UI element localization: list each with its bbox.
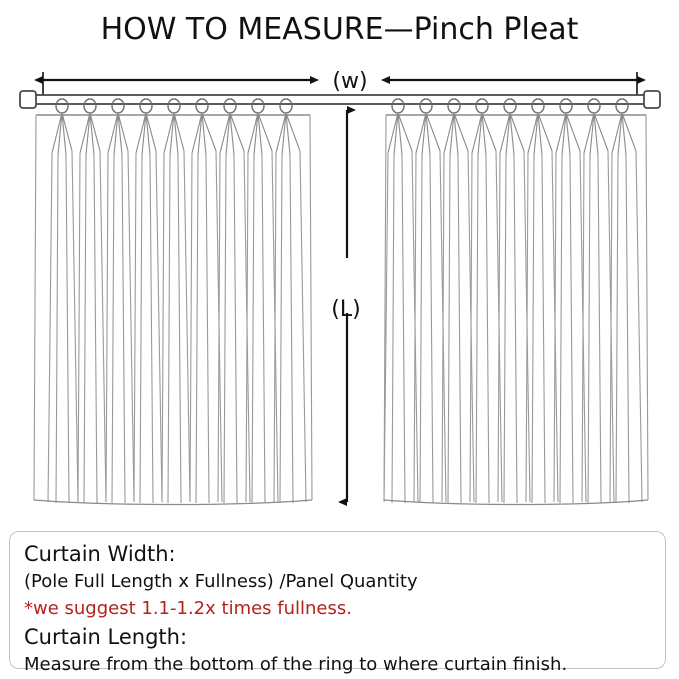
left-panel-pleats [52, 113, 300, 155]
curtain-width-heading: Curtain Width: [24, 542, 176, 566]
measurement-info-box [9, 531, 666, 675]
curtain-width-formula: (Pole Full Length x Fullness) /Panel Quantity [24, 571, 418, 592]
curtain-length-heading: Curtain Length: [24, 625, 188, 649]
length-label: (L) [331, 297, 361, 322]
right-curtain-panel [384, 99, 648, 505]
page-title: HOW TO MEASURE—Pinch Pleat [100, 12, 579, 47]
left-curtain-panel [34, 99, 312, 505]
curtain-diagram [0, 58, 679, 528]
curtain-length-text: Measure from the bottom of the ring to where curtain finish. [24, 654, 568, 675]
width-label: (w) [332, 69, 368, 94]
right-panel-pleats [388, 113, 636, 155]
left-panel-folds [34, 115, 312, 503]
right-panel-folds [384, 115, 648, 503]
fullness-suggestion-note: *we suggest 1.1-1.2x times fullness. [24, 598, 352, 619]
